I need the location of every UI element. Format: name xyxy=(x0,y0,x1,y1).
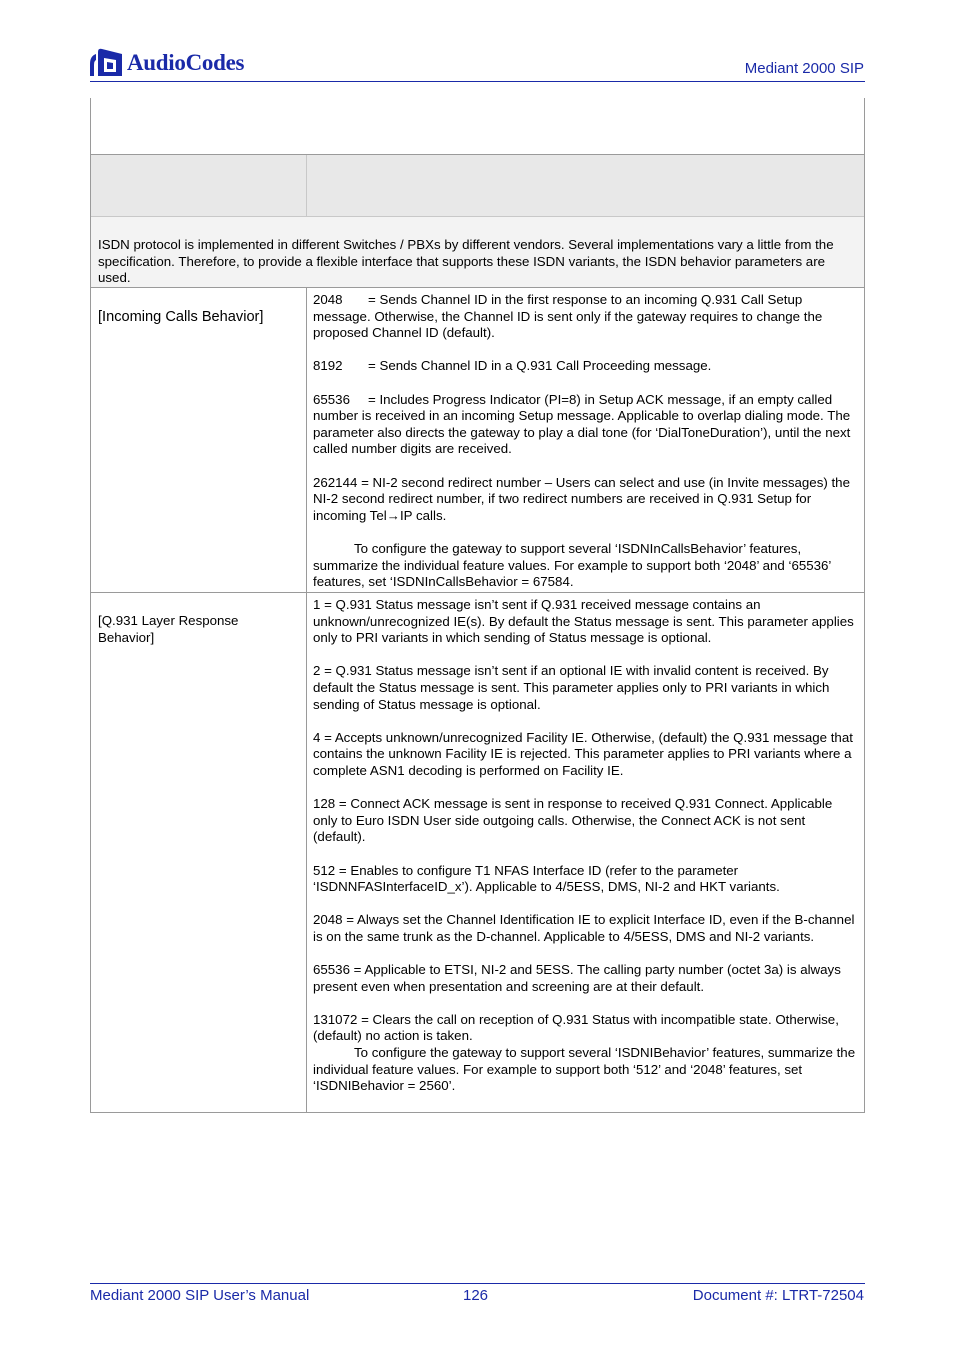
right-arrow-icon: → xyxy=(386,507,400,523)
parameter-name-cell xyxy=(91,288,307,592)
table-blank-row xyxy=(91,98,864,155)
value-item: 2048 = Sends Channel ID in the first response to an incoming Q.931 Call Setup message. Otherwise, the Channel ID is sent only if the gateway requires to change the proposed Channel ID (default). xyxy=(313,292,823,341)
parameter-description-cell xyxy=(307,288,864,592)
note-text: To configure the gateway to support several ‘ISDNInCallsBehavior’ features, summarize the individual feature values. For example to support both ‘2048’ and ‘65536’ features, set ‘ISDNInCallsBehavior = 67584. xyxy=(313,540,831,590)
value-item: 128 = Connect ACK message is sent in response to received Q.931 Connect. Applicable only to Euro ISDN User side outgoing calls. Otherwise, the Connect ACK is not sent (default). xyxy=(313,796,833,845)
document-number: Document #: LTRT-72504 xyxy=(692,1287,864,1304)
footer-divider xyxy=(90,1283,865,1284)
table-intro-row xyxy=(91,217,864,288)
intro-text: ISDN protocol is implemented in different Switches / PBXs by different vendors. Several implementations vary a little from the specification. Therefore, to provide a flexible interface that supports these ISDN variants, the ISDN behavior parameters are used. xyxy=(98,237,834,286)
parameter-name: [Q.931 Layer Response Behavior] xyxy=(98,613,239,645)
header-cell-description xyxy=(307,155,864,216)
value-item: 65536 = Applicable to ETSI, NI-2 and 5ESS. The calling party number (octet 3a) is always present even when presentation and screening are at their default. xyxy=(313,962,841,994)
table-header-row xyxy=(91,155,864,217)
header-product-title: Mediant 2000 SIP xyxy=(744,60,864,77)
value-item: 2048 = Always set the Channel Identification IE to explicit Interface ID, even if the B-channel is on the same trunk as the D-channel. Applicable to 4/5ESS, DMS and NI-2 variants. xyxy=(313,912,855,944)
value-item: 65536 = Includes Progress Indicator (PI=8) in Setup ACK message, if an empty called number is received in an incoming Setup message. Applicable to overlap dialing mode. The parameter also directs the gateway to play a dial tone (for ‘DialToneDuration’), until the next called number digits are received. xyxy=(313,391,851,457)
value-item: 4 = Accepts unknown/unrecognized Facility IE. Otherwise, (default) the Q.931 message that contains the unknown Facility IE is rejected. This parameter applies to PRI variants where a complete ASN1 decoding is performed on Facility IE. xyxy=(313,729,853,778)
header-cell-parameter xyxy=(91,155,307,216)
table-row xyxy=(91,288,864,593)
parameter-name: [Incoming Calls Behavior] xyxy=(98,309,264,325)
parameter-description-cell xyxy=(307,593,864,1112)
value-item: 512 = Enables to configure T1 NFAS Interface ID (refer to the parameter ‘ISDNNFASInterfaceID_x’). Applicable to 4/5ESS, DMS, NI-2 and HKT variants. xyxy=(313,862,780,895)
footer-manual-title: Mediant 2000 SIP User’s Manual xyxy=(90,1287,310,1304)
value-item: 131072 = Clears the call on reception of Q.931 Status with incompatible state. Otherwise, (default) no action is taken. xyxy=(313,1011,839,1044)
table-row xyxy=(91,593,864,1113)
audiocodes-mark-icon xyxy=(88,48,124,78)
note-text: To configure the gateway to support several ‘ISDNIBehavior’ features, summarize the individual feature values. For example to support both ‘512’ and ‘2048’ features, set ‘ISDNIBehavior = 2560’. xyxy=(313,1045,856,1094)
parameter-name-cell xyxy=(91,593,307,1112)
value-item: 1 = Q.931 Status message isn’t sent if Q.931 received message contains an unknown/unrecognized IE(s). By default the Status message is sent. This parameter applies only to PRI variants in which sending of Status message is optional. xyxy=(313,597,854,646)
parameter-table xyxy=(90,98,865,1113)
logo-text: AudioCodes xyxy=(127,50,245,75)
value-item: 8192 = Sends Channel ID in a Q.931 Call Proceeding message. xyxy=(313,358,712,374)
header-divider xyxy=(90,81,865,82)
value-item: 262144 = NI-2 second redirect number – Users can select and use (in Invite messages) the NI-2 second redirect number, if two redirect numbers are received in Q.931 Setup for incoming Tel→IP calls. xyxy=(313,474,850,523)
value-item: 2 = Q.931 Status message isn’t sent if an optional IE with invalid content is received. By default the Status message is sent. This parameter applies only to PRI variants in which sending of Status message is optional. xyxy=(313,663,830,712)
audiocodes-logo xyxy=(88,46,244,80)
page-number: 126 xyxy=(463,1287,489,1304)
